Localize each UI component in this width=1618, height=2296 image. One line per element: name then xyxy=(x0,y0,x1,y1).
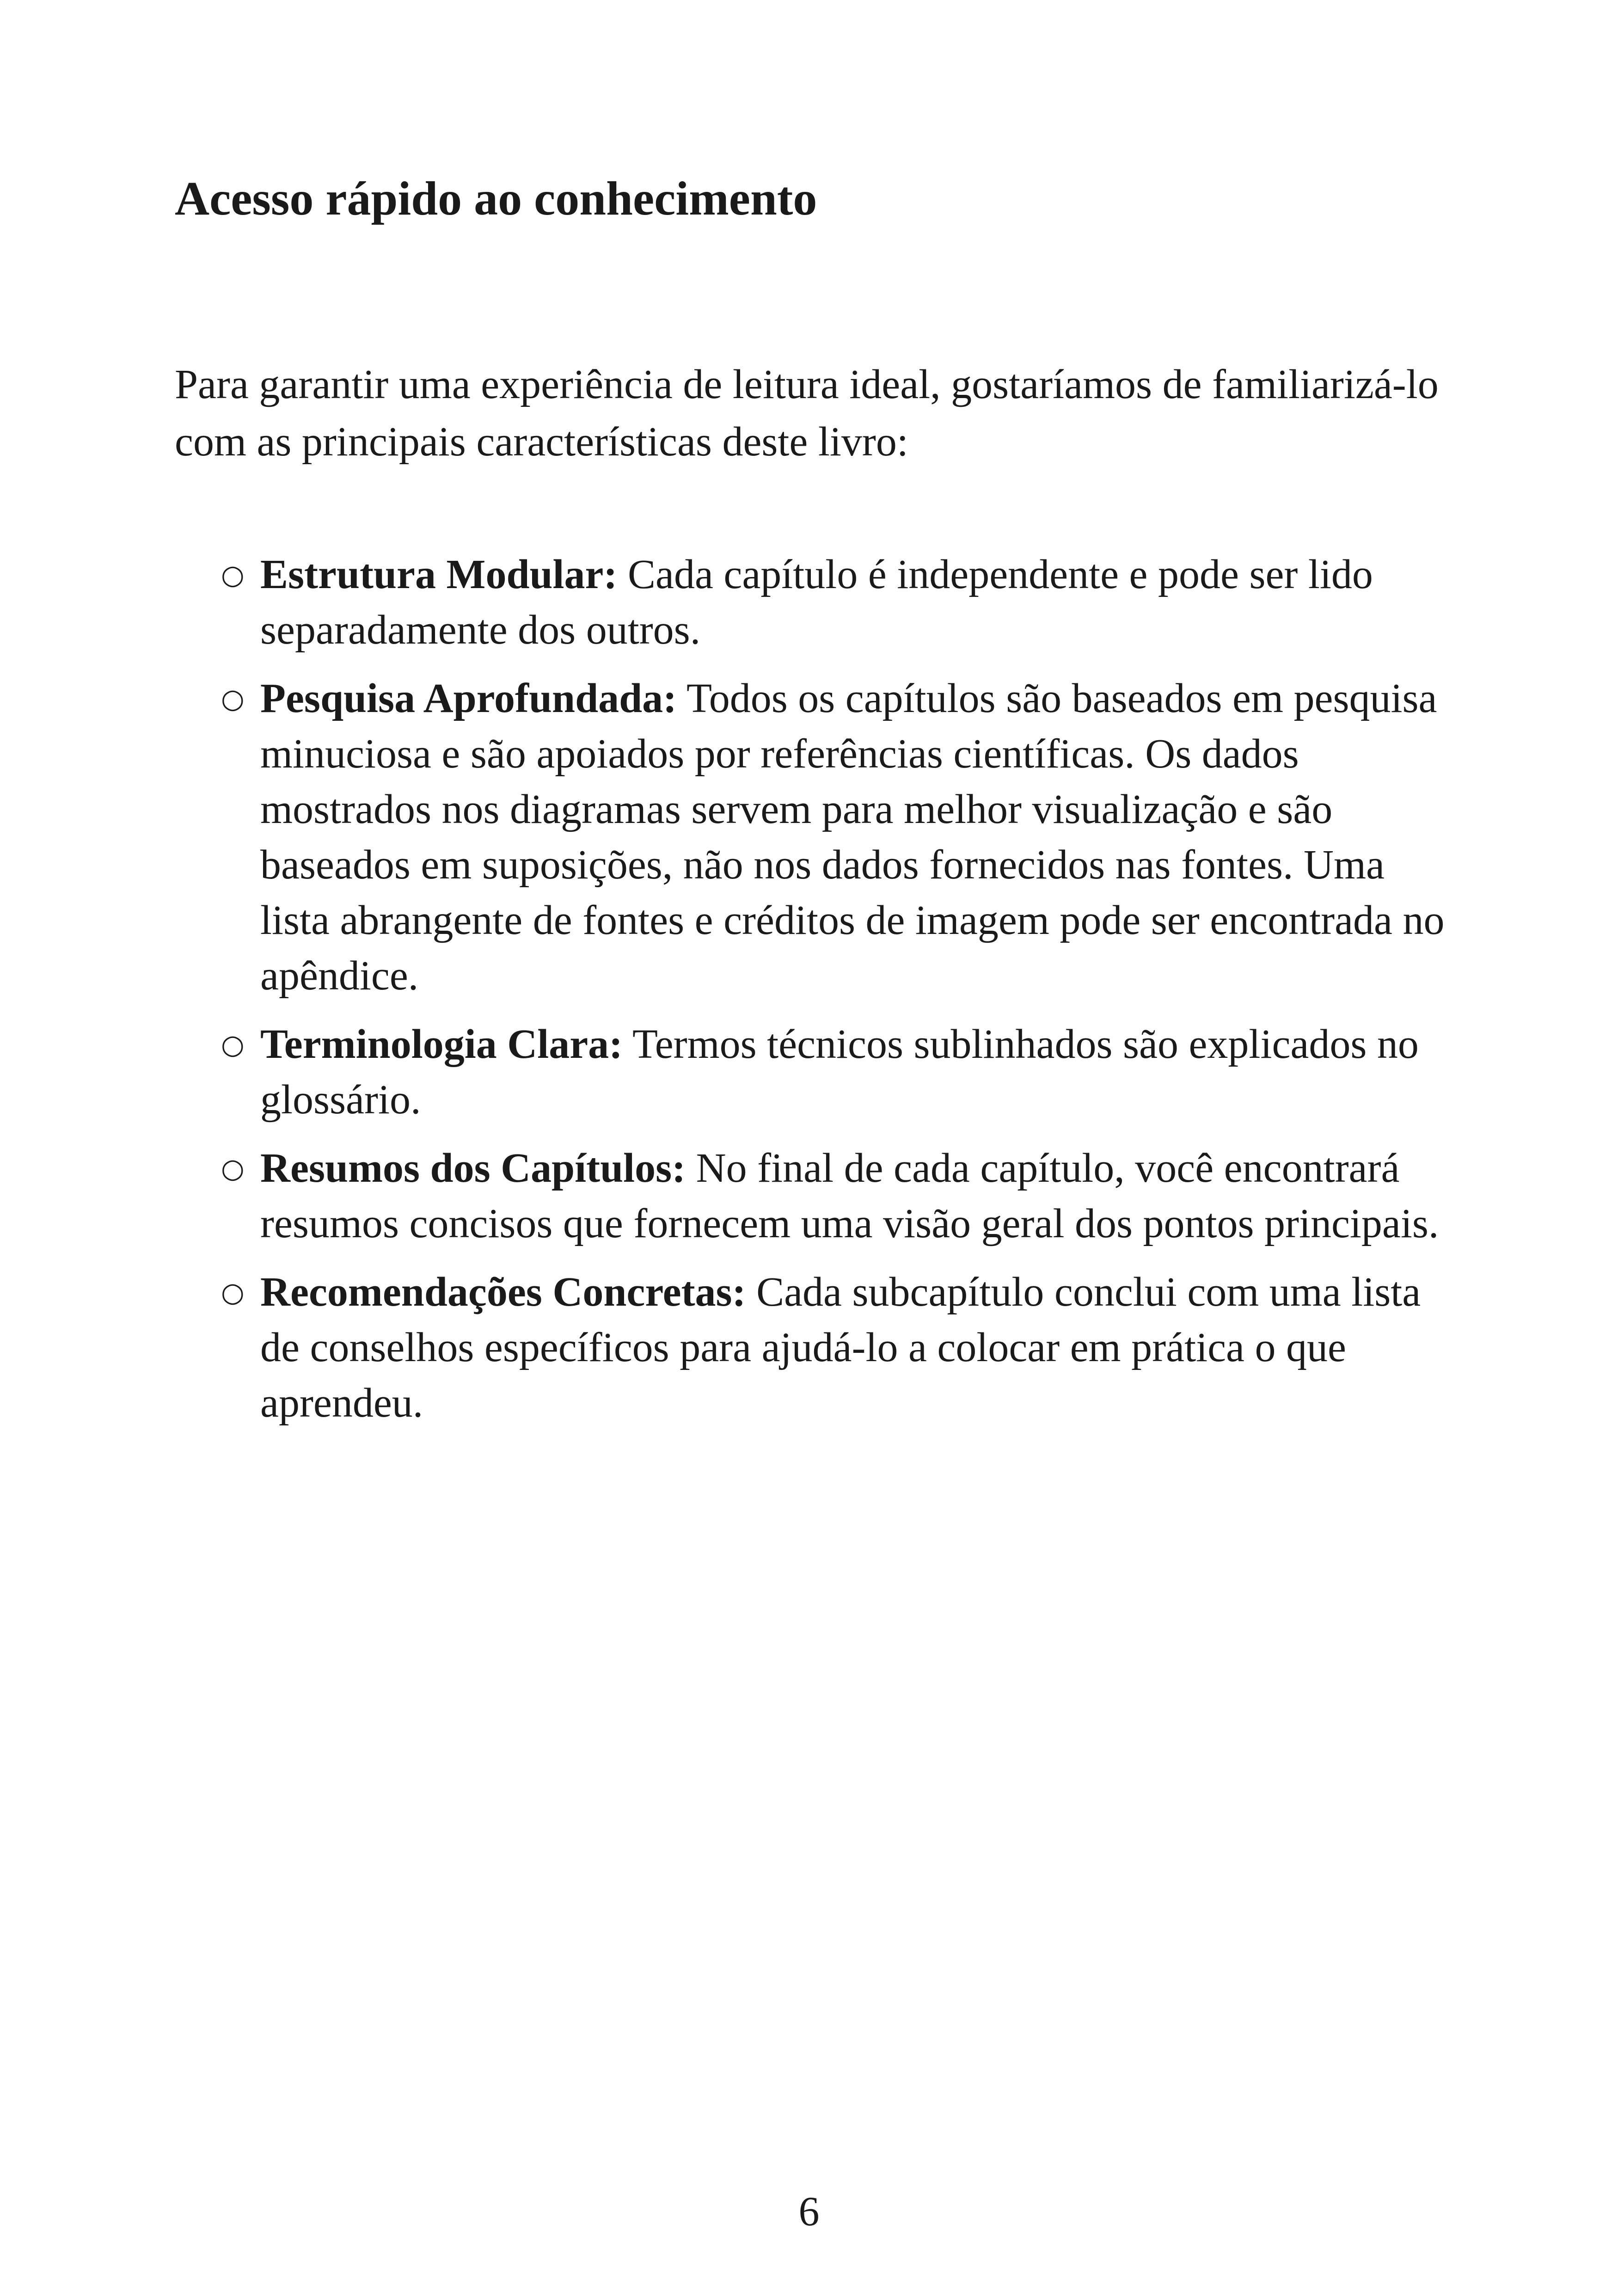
hollow-circle-bullet-icon: ○ xyxy=(221,559,245,590)
page-title: Acesso rápido ao conhecimento xyxy=(175,172,817,225)
hollow-circle-bullet-icon: ○ xyxy=(221,683,245,714)
feature-item-modular-structure xyxy=(175,547,1451,658)
hollow-circle-bullet-icon: ○ xyxy=(221,1029,245,1060)
feature-item-chapter-summaries xyxy=(175,1141,1451,1252)
hollow-circle-bullet-icon: ○ xyxy=(221,1277,245,1308)
hollow-circle-bullet-icon: ○ xyxy=(221,1153,245,1184)
feature-list xyxy=(175,547,1451,1444)
feature-label: Recomendações Concretas: xyxy=(260,1269,746,1315)
page-number: 6 xyxy=(798,2189,820,2235)
feature-item-in-depth-research xyxy=(175,671,1451,1004)
feature-label: Resumos dos Capítulos: xyxy=(260,1145,686,1191)
feature-text: Cada subcapítulo conclui com uma lista de conselhos específicos para ajudá-lo a colocar em prática o que aprendeu. xyxy=(260,1269,1421,1426)
feature-text: Cada capítulo é independente e pode ser lido separadamente dos outros. xyxy=(260,552,1373,653)
feature-item-concrete-recommendations xyxy=(175,1265,1451,1431)
feature-item-clear-terminology xyxy=(175,1017,1451,1128)
feature-label: Pesquisa Aprofundada: xyxy=(260,675,677,721)
feature-label: Estrutura Modular: xyxy=(260,552,618,597)
feature-text: No final de cada capítulo, você encontrará resumos concisos que fornecem uma visão geral dos pontos principais. xyxy=(260,1145,1439,1246)
intro-paragraph: Para garantir uma experiência de leitura ideal, gostaríamos de familiarizá-lo com as principais características deste livro: xyxy=(175,362,1439,465)
feature-text: Todos os capítulos são baseados em pesquisa minuciosa e são apoiados por referências científicas. Os dados mostrados nos diagramas servem para melhor visualização e são baseados em suposições, não nos dados fornecidos nas fontes. Uma lista abrangente de fontes e créditos de imagem pode ser encontrada no apêndice. xyxy=(260,675,1445,999)
feature-label: Terminologia Clara: xyxy=(260,1021,623,1067)
feature-text: Termos técnicos sublinhados são explicados no glossário. xyxy=(260,1021,1419,1123)
